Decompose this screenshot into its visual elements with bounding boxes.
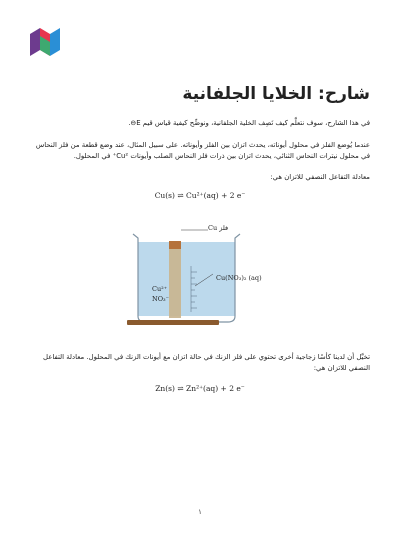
stand-base [127, 320, 219, 325]
nitrate-ion-label: NO₃⁻ [152, 295, 170, 303]
ions-label [152, 284, 169, 304]
copper-electrode [169, 241, 181, 318]
equilibrium-paragraph: عندما يُوضع الفلز في محلول أيوناته، يحدث اتزان بين الفلز وأيوناته. على سبيل المثال، عند وضع قطعة من فلز النحاس في محلول نيترات النحاس الثنائي، يحدث اتزان بين ذرات فلز النحاس الصلب وأيونات Cu²⁺ في المحلول. [35, 141, 370, 160]
intro-paragraph: في هذا الشارح، سوف نتعلَّم كيف نَصِف الخلية الجلفانية، ونوضِّح كيفية قياس قيم E⊖. [128, 119, 370, 127]
page-title: شارح: الخلايا الجلفانية [182, 84, 370, 104]
zinc-paragraph: تخيَّل أن لدينا كأسًا زجاجية أخرى تحتوي على فلز الزنك في حالة اتزان مع أيونات الزنك في المحلول. معادلة التفاعل النصفي للاتزان هي: [43, 353, 370, 372]
equilibrium-arrow: ⇌ [177, 191, 184, 200]
page-number: ١ [198, 508, 202, 516]
nagwa-logo [30, 28, 60, 56]
copper-electrode-top [169, 241, 181, 249]
solution-label: Cu(NO₃)₂ (aq) [216, 274, 262, 282]
zinc-half-equation [0, 384, 400, 393]
equation-products: Zn²⁺(aq) + 2 e⁻ [186, 384, 245, 393]
equation-products: Cu²⁺(aq) + 2 e⁻ [186, 191, 246, 200]
half-equation-intro: معادلة التفاعل النصفي للاتزان هي: [270, 173, 370, 181]
copper-half-equation [0, 191, 400, 200]
equilibrium-arrow: ⇌ [177, 384, 184, 393]
copper-electrode-diagram [125, 212, 275, 332]
equation-reactant: Zn(s) [155, 384, 175, 393]
copper-ion-label: Cu²⁺ [152, 285, 168, 293]
equation-reactant: Cu(s) [154, 191, 175, 200]
metal-label: فلز Cu [208, 224, 229, 232]
